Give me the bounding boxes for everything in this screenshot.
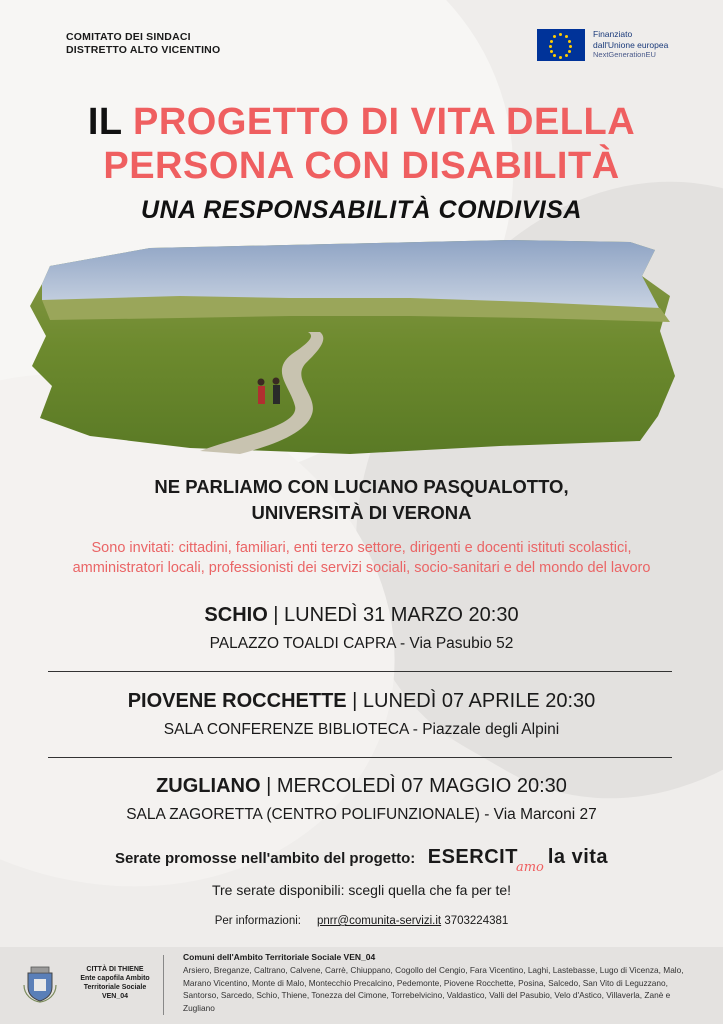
event-place: PALAZZO TOALDI CAPRA - Via Pasubio 52 [209, 635, 514, 652]
info-label: Per informazioni: [214, 915, 301, 927]
city-line2: Ente capofila Ambito [80, 975, 150, 982]
event-place: SALA CONFERENZE BIBLIOTECA - Piazzale degli Alpini [163, 721, 560, 738]
event-date: | LUNEDÌ 31 MARZO 20:30 [267, 604, 519, 626]
event-zugliano [0, 773, 723, 826]
divider [48, 757, 672, 758]
committee-line2: DISTRETTO ALTO VICENTINO [66, 44, 221, 56]
event-schio [0, 602, 723, 655]
event-date: | LUNEDÌ 07 APRILE 20:30 [346, 690, 596, 712]
event-piovene-rocchette [0, 688, 723, 741]
three-evenings-text: Tre serate disponibili: scegli quella che fa per te! [211, 882, 512, 898]
comuni-title: Comuni dell'Ambito Territoriale Sociale VEN_04 [183, 952, 376, 962]
title-il: IL [87, 101, 122, 143]
email-link[interactable]: pnrr@comunita-servizi.it [316, 915, 442, 927]
city-line1: CITTÀ DI THIENE [86, 966, 144, 973]
invited-line1: Sono invitati: cittadini, familiari, enti terzo settore, dirigenti e docenti istituti scolastici, [91, 540, 632, 556]
committee-line1: COMITATO DEI SINDACI [66, 31, 191, 43]
eu-funding-logo [537, 29, 668, 61]
phone-number: 3703224381 [444, 915, 509, 927]
divider [48, 671, 672, 672]
city-of-thiene-label [72, 965, 158, 1001]
project-name-part1: ESERCIT [427, 846, 518, 868]
eu-line3: NextGenerationEU [593, 50, 656, 60]
event-city: SCHIO [204, 604, 268, 626]
city-line4: VEN_04 [101, 993, 129, 1000]
project-name-part2: la vita [547, 846, 609, 868]
promo-line [0, 846, 723, 875]
speaker-line2: UNIVERSITÀ DI VERONA [251, 502, 472, 523]
title-red-part1: PROGETTO DI VITA DELLA [132, 101, 636, 143]
eu-flag-icon [537, 29, 585, 61]
invited-line2: amministratori locali, professionisti dei servizi sociali, socio-sanitari e del mondo del lavoro [72, 560, 651, 576]
page-title [0, 100, 723, 188]
eu-line2: dall'Unione europea [593, 39, 669, 50]
event-city: PIOVENE ROCCHETTE [127, 690, 347, 712]
title-red-part2: PERSONA CON DISABILITÀ [103, 145, 620, 187]
footer-divider [163, 955, 164, 1015]
promo-text: Serate promosse nell'ambito del progetto: [114, 850, 416, 867]
comuni-list: Arsiero, Breganze, Caltrano, Calvene, Carrè, Chiuppano, Cogollo del Cengio, Fara Vicentino, Laghi, Lastebasse, Lugo di Vicenza, Malo, Marano Vicentino, Monte di Malo, Montecchio Precalcino, Pedemonte, Piovene Rocchette, Posina, Salcedo, San Vito di Leguzzano, Santorso, Sarcedo, Schio, Thiene, Tonezza del Cimone, Torrebelvicino, Valdastico, Valli del Pasubio, Velo d'Astico, Villaverla, Zanè e Zugliano [183, 965, 684, 1013]
event-city: ZUGLIANO [156, 775, 261, 797]
project-name-amo: amo [515, 860, 544, 875]
event-place: SALA ZAGORETTA (CENTRO POLIFUNZIONALE) - Via Marconi 27 [126, 806, 597, 823]
speaker-line1: NE PARLIAMO CON LUCIANO PASQUALOTTO, [154, 476, 569, 497]
speaker-block [0, 474, 723, 526]
thiene-crest-icon [22, 965, 58, 1003]
landscape-photo [30, 236, 675, 458]
committee-label [66, 31, 220, 57]
invited-text [0, 538, 723, 578]
page-subtitle: UNA RESPONSABILITÀ CONDIVISA [141, 196, 582, 224]
info-line [0, 915, 723, 927]
event-date: | MERCOLEDÌ 07 MAGGIO 20:30 [260, 775, 567, 797]
city-line3: Territoriale Sociale [83, 984, 147, 991]
eu-line1: Finanziato [593, 29, 633, 40]
